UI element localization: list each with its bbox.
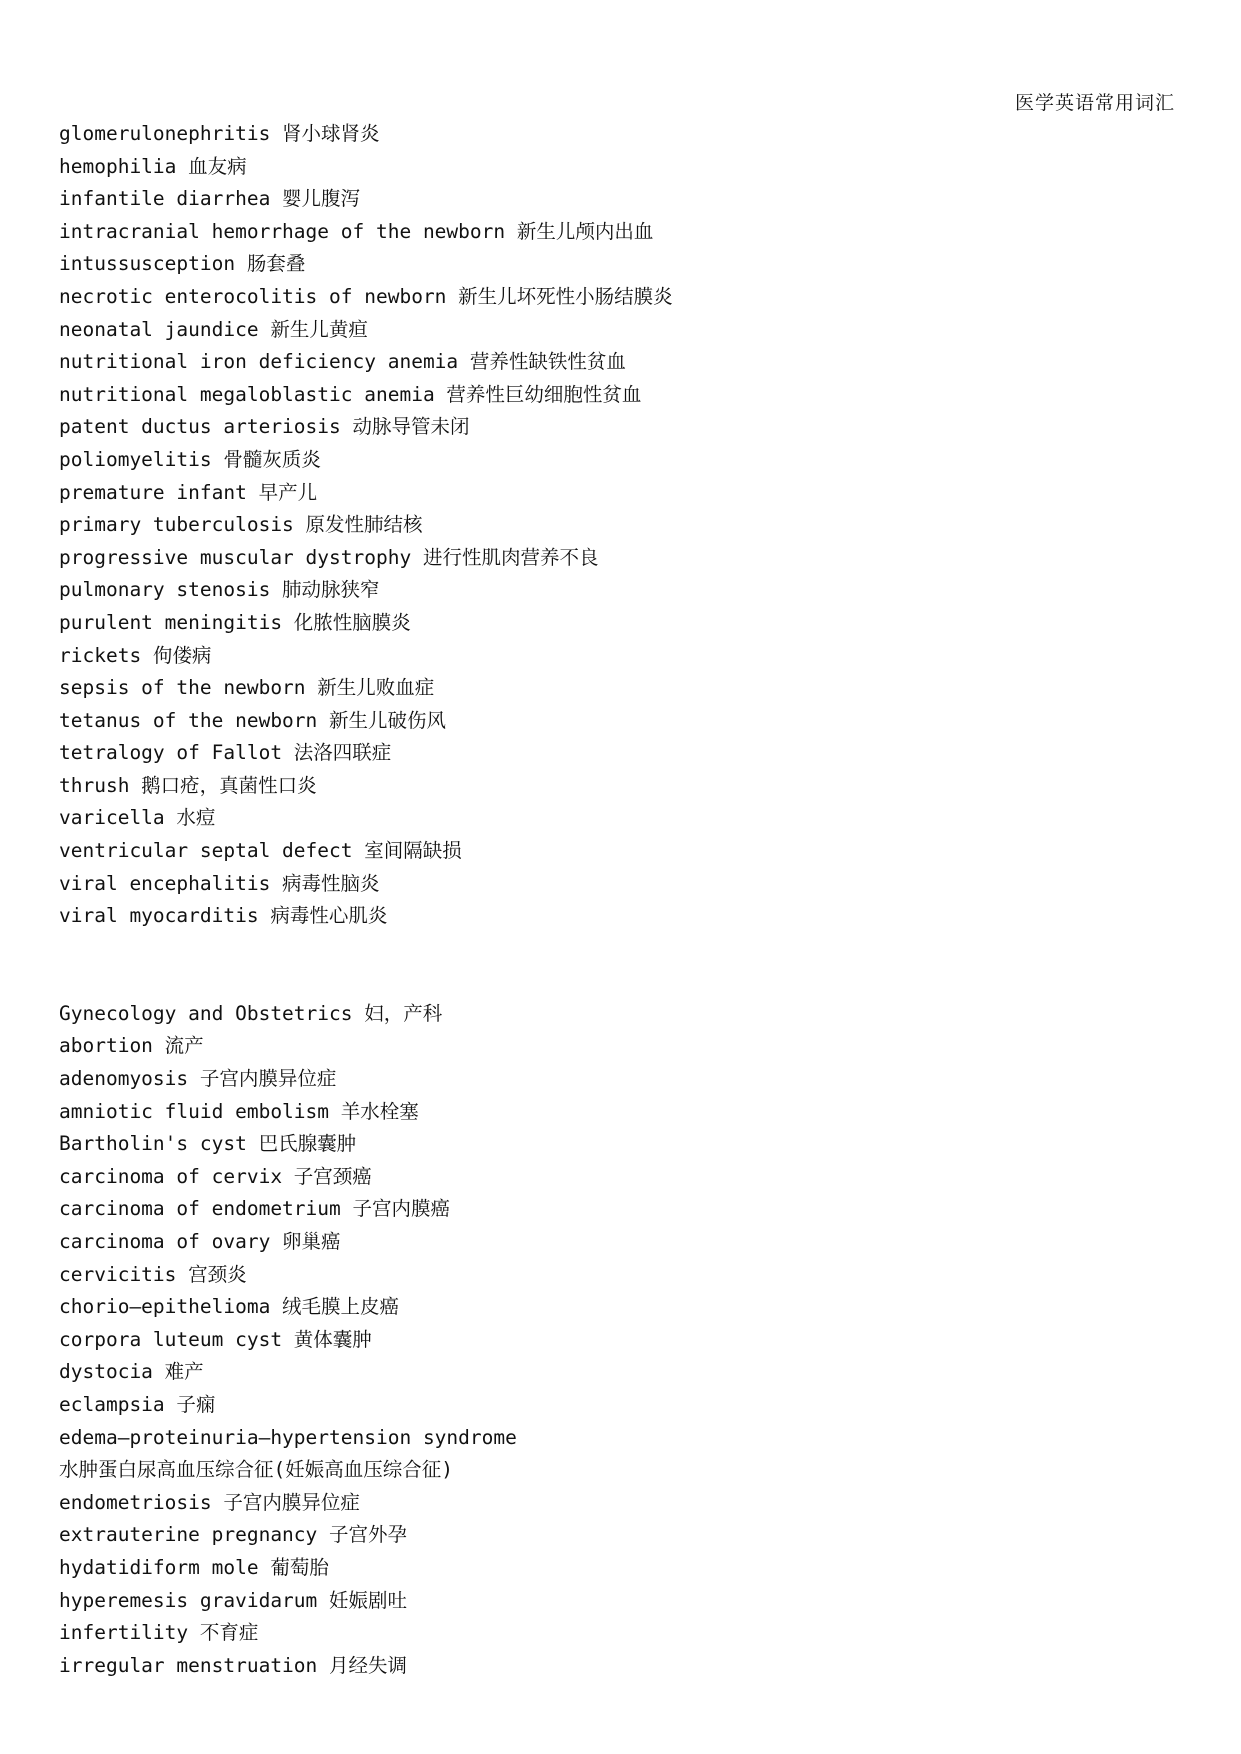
term-line: hyperemesis gravidarum 妊娠剧吐: [59, 1588, 408, 1612]
term-line: amniotic fluid embolism 羊水栓塞: [59, 1099, 419, 1123]
term-line: ventricular septal defect 室间隔缺损: [59, 839, 462, 863]
term-line: cervicitis 宫颈炎: [59, 1262, 247, 1286]
term-line: viral myocarditis 病毒性心肌炎: [59, 904, 388, 928]
term-line: hydatidiform mole 葡萄胎: [59, 1555, 329, 1579]
term-line: viral encephalitis 病毒性脑炎: [59, 871, 380, 895]
section-heading: Gynecology and Obstetrics 妇，产科: [59, 1001, 443, 1025]
term-line: dystocia 难产: [59, 1360, 204, 1384]
term-line: Bartholin's cyst 巴氏腺囊肿: [59, 1132, 357, 1156]
term-line: intussusception 肠套叠: [59, 252, 306, 276]
term-line: pulmonary stenosis 肺动脉狭窄: [59, 578, 380, 602]
term-line: carcinoma of cervix 子宫颈癌: [59, 1164, 372, 1188]
page-header-title: 医学英语常用词汇: [1014, 92, 1175, 114]
term-line: varicella 水痘: [59, 806, 216, 830]
term-line: thrush 鹅口疮，真菌性口炎: [59, 773, 317, 797]
pediatrics-term-list: [59, 118, 1179, 933]
term-line: hemophilia 血友病: [59, 154, 247, 178]
term-line: premature infant 早产儿: [59, 480, 318, 504]
term-line: endometriosis 子宫内膜异位症: [59, 1490, 360, 1514]
term-line: nutritional megaloblastic anemia 营养性巨幼细胞性贫血: [59, 382, 642, 406]
term-line: chorio—epithelioma 绒毛膜上皮癌: [59, 1295, 400, 1319]
term-line: adenomyosis 子宫内膜异位症: [59, 1067, 337, 1091]
term-line: carcinoma of ovary 卵巢癌: [59, 1230, 341, 1253]
term-line: nutritional iron deficiency anemia 营养性缺铁性贫血: [59, 350, 626, 374]
term-line: infantile diarrhea 婴儿腹泻: [59, 187, 361, 211]
term-line: extrauterine pregnancy 子宫外孕: [59, 1523, 408, 1547]
term-line: infertility 不育症: [59, 1621, 259, 1645]
term-line: corpora luteum cyst 黄体囊肿: [59, 1327, 372, 1351]
term-line: irregular menstruation 月经失调: [59, 1653, 408, 1677]
term-line: eclampsia 子痫: [59, 1392, 216, 1416]
term-line: tetanus of the newborn 新生儿破伤风: [59, 708, 447, 732]
term-line: progressive muscular dystrophy 进行性肌肉营养不良: [59, 545, 599, 569]
term-line: neonatal jaundice 新生儿黄疸: [59, 317, 368, 341]
term-line: rickets 佝偻病: [59, 643, 212, 667]
term-line: carcinoma of endometrium 子宫内膜癌: [59, 1197, 450, 1221]
gynecology-term-list: [59, 998, 1179, 1682]
term-line: patent ductus arteriosis 动脉导管未闭: [59, 415, 470, 439]
document-body: [59, 118, 1179, 1682]
term-line: 水肿蛋白尿高血压综合征(妊娠高血压综合征): [59, 1458, 453, 1482]
term-line: glomerulonephritis 肾小球肾炎: [59, 122, 380, 145]
term-line: abortion 流产: [59, 1034, 204, 1058]
term-line: purulent meningitis 化脓性脑膜炎: [59, 610, 411, 634]
term-line: tetralogy of Fallot 法洛四联症: [59, 741, 392, 765]
term-line: poliomyelitis 骨髓灰质炎: [59, 447, 321, 471]
term-line: edema—proteinuria—hypertension syndrome: [59, 1425, 517, 1449]
section-spacer: [59, 933, 1179, 998]
term-line: necrotic enterocolitis of newborn 新生儿坏死性小肠结膜炎: [59, 284, 673, 308]
term-line: sepsis of the newborn 新生儿败血症: [59, 676, 435, 700]
term-line: primary tuberculosis 原发性肺结核: [59, 513, 423, 537]
term-line: intracranial hemorrhage of the newborn 新生儿颅内出血: [59, 219, 654, 243]
